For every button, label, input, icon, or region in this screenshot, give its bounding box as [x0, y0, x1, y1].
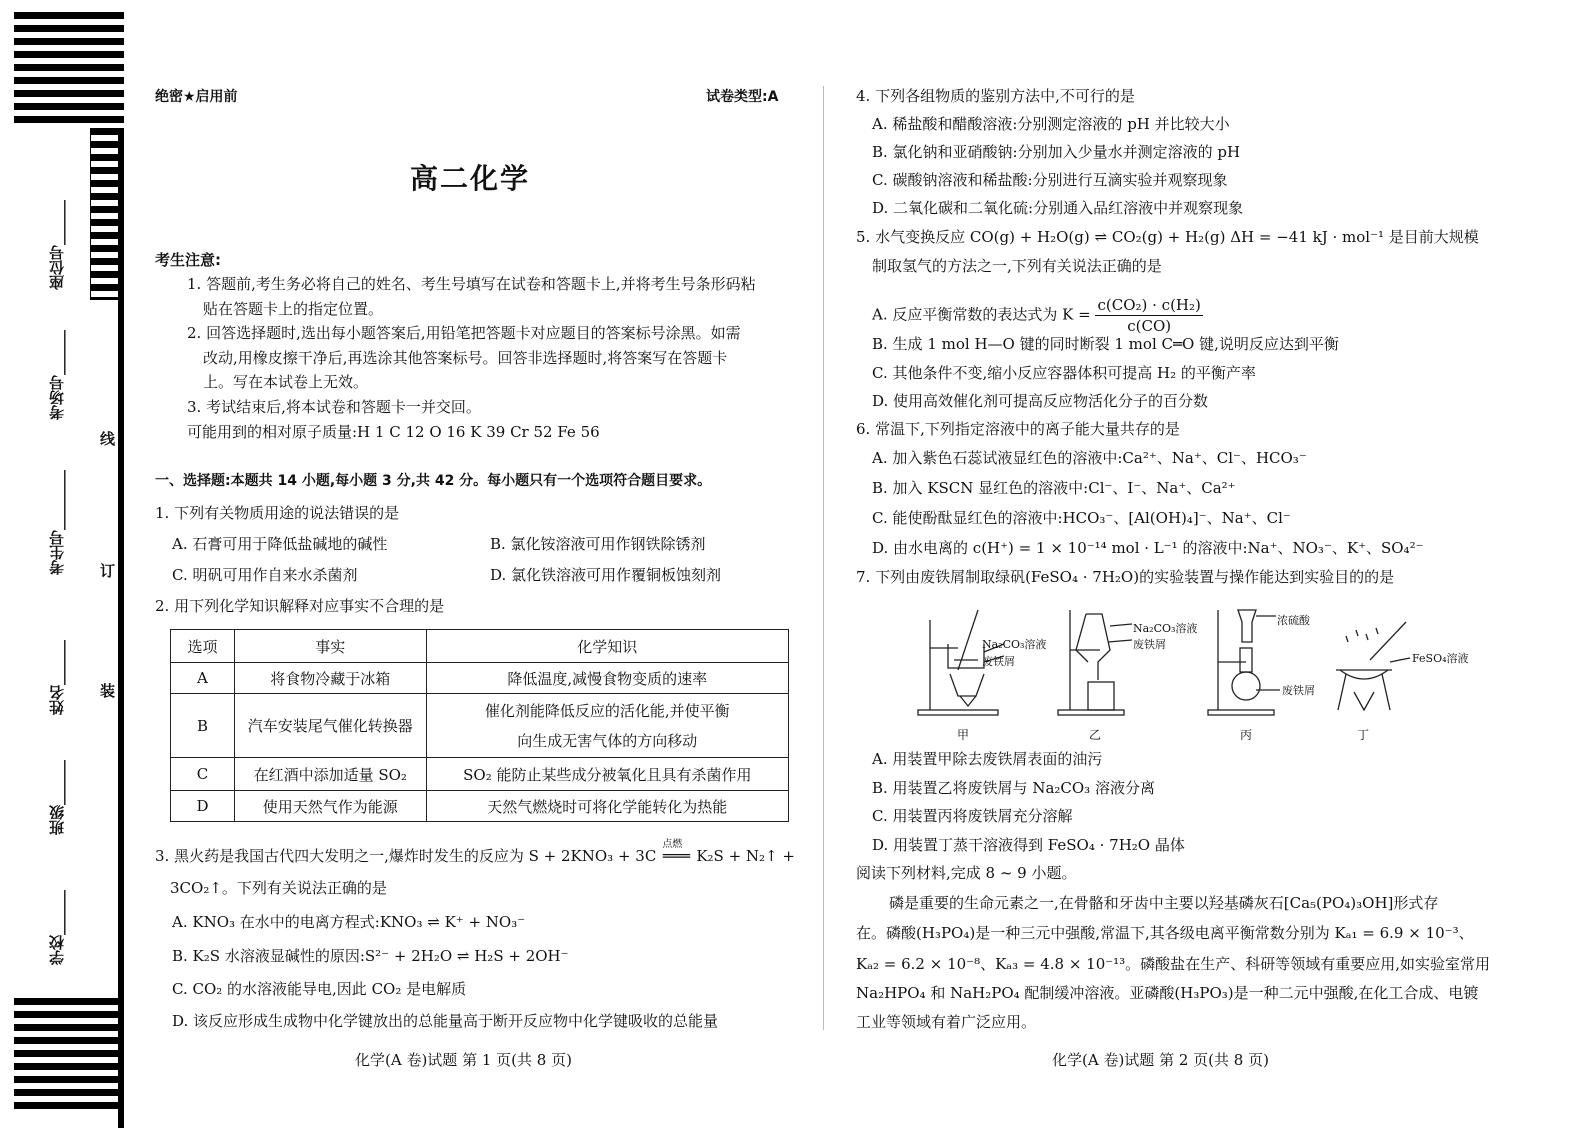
q1-option-b[interactable]: B. 氯化铵溶液可用作钢铁除锈剂: [490, 535, 706, 553]
q7-option-d[interactable]: D. 用装置丁蒸干溶液得到 FeSO₄ · 7H₂O 晶体: [872, 836, 1185, 854]
bind-mark-line: 线: [100, 430, 116, 448]
q1-option-c[interactable]: C. 明矾可用作自来水杀菌剂: [172, 566, 358, 584]
apparatus-a-label1: Na₂CO₃溶液: [982, 638, 1047, 651]
notice-heading: 考生注意:: [155, 251, 221, 269]
table-cell: 降低温度,减慢食物变质的速率: [426, 663, 788, 694]
table-cell: C: [171, 758, 235, 791]
q6-stem: 6. 常温下,下列指定溶液中的离子能大量共存的是: [856, 420, 1180, 438]
field-school[interactable]: 学校______: [48, 890, 66, 965]
q6-option-b[interactable]: B. 加入 KSCN 显红色的溶液中:Cl⁻、I⁻、Na⁺、Ca²⁺: [872, 479, 1236, 497]
page-divider: [823, 86, 824, 1030]
q4-option-c[interactable]: C. 碳酸钠溶液和稀盐酸:分别进行互滴实验并观察现象: [872, 171, 1228, 189]
field-id[interactable]: 考生号________: [48, 470, 66, 575]
notice-line: 改动,用橡皮擦干净后,再选涂其他答案标号。回答非选择题时,将答案写在答题卡: [203, 349, 728, 367]
table-cell: 汽车安装尾气催化转换器: [234, 694, 426, 758]
apparatus-c-label2: 废铁屑: [1282, 684, 1315, 697]
table-header: 选项: [171, 630, 235, 663]
table-cell: B: [171, 694, 235, 758]
table-cell: D: [171, 791, 235, 822]
reading-line: Kₐ₂ = 6.2 × 10⁻⁸、Kₐ₃ = 4.8 × 10⁻¹³。磷酸盐在生产、科研等领域有重要应用,如实验室常用: [856, 955, 1490, 973]
footer-page1: 化学(A 卷)试题 第 1 页(共 8 页): [355, 1051, 572, 1069]
table-row: [171, 758, 789, 791]
q4-stem: 4. 下列各组物质的鉴别方法中,不可行的是: [856, 87, 1135, 105]
field-class[interactable]: 班级______: [48, 760, 66, 835]
reading-intro: 阅读下列材料,完成 8 ~ 9 小题。: [856, 864, 1077, 882]
q4-option-a[interactable]: A. 稀盐酸和醋酸溶液:分别测定溶液的 pH 并比较大小: [872, 115, 1230, 133]
table-cell: 在红酒中添加适量 SO₂: [234, 758, 426, 791]
q1-option-d[interactable]: D. 氯化铁溶液可用作覆铜板蚀刻剂: [490, 566, 722, 584]
q2-table: [170, 629, 789, 822]
notice-atomic-mass: 可能用到的相对原子质量:H 1 C 12 O 16 K 39 Cr 52 Fe 56: [187, 423, 600, 441]
q4-option-d[interactable]: D. 二氧化碳和二氧化硫:分别通入品红溶液中并观察现象: [872, 199, 1244, 217]
q5-option-b[interactable]: B. 生成 1 mol H—O 键的同时断裂 1 mol C═O 键,说明反应达到平衡: [872, 335, 1339, 353]
table-cell: 将食物冷藏于冰箱: [234, 663, 426, 694]
q7-stem: 7. 下列由废铁屑制取绿矾(FeSO₄ · 7H₂O)的实验装置与操作能达到实验目的的是: [856, 568, 1395, 586]
table-cell: 天然气燃烧时可将化学能转化为热能: [426, 791, 788, 822]
notice-line: 贴在答题卡上的指定位置。: [203, 300, 384, 318]
q7-option-a[interactable]: A. 用装置甲除去废铁屑表面的油污: [872, 750, 1103, 768]
table-cell: 使用天然气作为能源: [234, 791, 426, 822]
bind-mark-pack: 装: [100, 682, 116, 700]
q1-stem: 1. 下列有关物质用途的说法错误的是: [155, 504, 400, 522]
q4-option-b[interactable]: B. 氯化钠和亚硝酸钠:分别加入少量水并测定溶液的 pH: [872, 143, 1241, 161]
q5-stem-cont: 制取氢气的方法之一,下列有关说法正确的是: [872, 257, 1162, 275]
apparatus-c-name: 丙: [1240, 728, 1253, 742]
table-row: [171, 791, 789, 822]
table-cell: A: [171, 663, 235, 694]
reading-line: 磷是重要的生命元素之一,在骨骼和牙齿中主要以羟基磷灰石[Ca₅(PO₄)₃OH]形式存: [889, 894, 1439, 912]
apparatus-c-label1: 浓硫酸: [1277, 614, 1310, 627]
table-cell: 催化剂能降低反应的活化能,并使平衡 向生成无害气体的方向移动: [426, 694, 788, 758]
apparatus-d-label1: FeSO₄溶液: [1412, 652, 1469, 665]
field-room[interactable]: 考场号______: [48, 330, 66, 420]
table-header: 事实: [234, 630, 426, 663]
section-heading: 一、选择题:本题共 14 小题,每小题 3 分,共 42 分。每小题只有一个选项符合题目要求。: [155, 473, 712, 489]
field-name[interactable]: 姓名______: [48, 640, 66, 715]
reading-line: Na₂HPO₄ 和 NaH₂PO₄ 配制缓冲溶液。亚磷酸(H₃PO₃)是一种二元中强酸,在化工合成、电镀: [856, 984, 1479, 1002]
q3-option-b[interactable]: B. K₂S 水溶液显碱性的原因:S²⁻ + 2H₂O ⇌ H₂S + 2OH⁻: [172, 947, 569, 965]
q6-option-d[interactable]: D. 由水电离的 c(H⁺) = 1 × 10⁻¹⁴ mol · L⁻¹ 的溶液中:Na⁺、NO₃⁻、K⁺、SO₄²⁻: [872, 539, 1424, 557]
table-cell: SO₂ 能防止某些成分被氧化且具有杀菌作用: [426, 758, 788, 791]
q5-stem: 5. 水气变换反应 CO(g) + H₂O(g) ⇌ CO₂(g) + H₂(g) ΔH = −41 kJ · mol⁻¹ 是目前大规模: [856, 228, 1479, 246]
q3-stem-cont: 3CO₂↑。下列有关说法正确的是: [170, 879, 387, 897]
q7-option-b[interactable]: B. 用装置乙将废铁屑与 Na₂CO₃ 溶液分离: [872, 779, 1155, 797]
q3-stem: 3. 黑火药是我国古代四大发明之一,爆炸时发生的反应为 S + 2KNO₃ + 3C 点燃 ═══ K₂S + N₂↑ +: [155, 839, 795, 865]
binding-ticks-right: [118, 128, 124, 1128]
q7-option-c[interactable]: C. 用装置丙将废铁屑充分溶解: [872, 807, 1073, 825]
barcode-stripes-top: [14, 12, 124, 129]
apparatus-b-name: 乙: [1089, 728, 1102, 742]
q2-stem: 2. 用下列化学知识解释对应事实不合理的是: [155, 597, 445, 615]
apparatus-d-name: 丁: [1357, 728, 1370, 742]
table-row: [171, 663, 789, 694]
field-seat[interactable]: 座位号______: [48, 200, 66, 290]
q5-option-d[interactable]: D. 使用高效催化剂可提高反应物活化分子的百分数: [872, 392, 1209, 410]
table-header: 化学知识: [426, 630, 788, 663]
notice-line: 上。写在本试卷上无效。: [203, 373, 369, 391]
apparatus-b-label2: 废铁屑: [1133, 638, 1166, 651]
reading-line: 工业等领域有着广泛应用。: [856, 1013, 1037, 1031]
apparatus-b-label1: Na₂CO₃溶液: [1133, 622, 1198, 635]
q5-option-a[interactable]: A. 反应平衡常数的表达式为 K = $\frac{\text{c(CO₂) · c(H₂)}}{c(CO)}$: [872, 296, 1201, 335]
q1-option-a[interactable]: A. 石膏可用于降低盐碱地的碱性: [172, 535, 388, 553]
q6-option-a[interactable]: A. 加入紫色石蕊试液显红色的溶液中:Ca²⁺、Na⁺、Cl⁻、HCO₃⁻: [872, 449, 1307, 467]
header-paper-type: 试卷类型:A: [706, 89, 779, 105]
apparatus-a-name: 甲: [957, 728, 970, 742]
table-row: [171, 694, 789, 758]
q3-option-d[interactable]: D. 该反应形成生成物中化学键放出的总能量高于断开反应物中化学键吸收的总能量: [172, 1012, 719, 1030]
q5-option-c[interactable]: C. 其他条件不变,缩小反应容器体积可提高 H₂ 的平衡产率: [872, 364, 1256, 382]
notice-line: 1. 答题前,考生务必将自己的姓名、考生号填写在试卷和答题卡上,并将考生号条形码粘: [187, 275, 756, 293]
header-confidential: 绝密★启用前: [155, 89, 238, 105]
binding-ticks-mid: [90, 300, 118, 1000]
notice-line: 2. 回答选择题时,选出每小题答案后,用铅笔把答题卡对应题目的答案标号涂黑。如需: [187, 324, 741, 342]
bind-mark-staple: 订: [100, 562, 116, 580]
apparatus-a-label2: 废铁屑: [982, 655, 1015, 668]
notice-line: 3. 考试结束后,将本试卷和答题卡一并交回。: [187, 398, 481, 416]
barcode-stripes-bottom: [14, 998, 124, 1115]
page-title: 高二化学: [410, 162, 531, 195]
footer-page2: 化学(A 卷)试题 第 2 页(共 8 页): [1052, 1051, 1269, 1069]
reading-line: 在。磷酸(H₃PO₄)是一种三元中强酸,常温下,其各级电离平衡常数分别为 Kₐ₁ = 6.9 × 10⁻³、: [856, 924, 1474, 942]
q6-option-c[interactable]: C. 能使酚酞显红色的溶液中:HCO₃⁻、[Al(OH)₄]⁻、Na⁺、Cl⁻: [872, 509, 1291, 527]
q3-option-a[interactable]: A. KNO₃ 在水中的电离方程式:KNO₃ ⇌ K⁺ + NO₃⁻: [172, 913, 526, 931]
q3-option-c[interactable]: C. CO₂ 的水溶液能导电,因此 CO₂ 是电解质: [172, 980, 467, 998]
